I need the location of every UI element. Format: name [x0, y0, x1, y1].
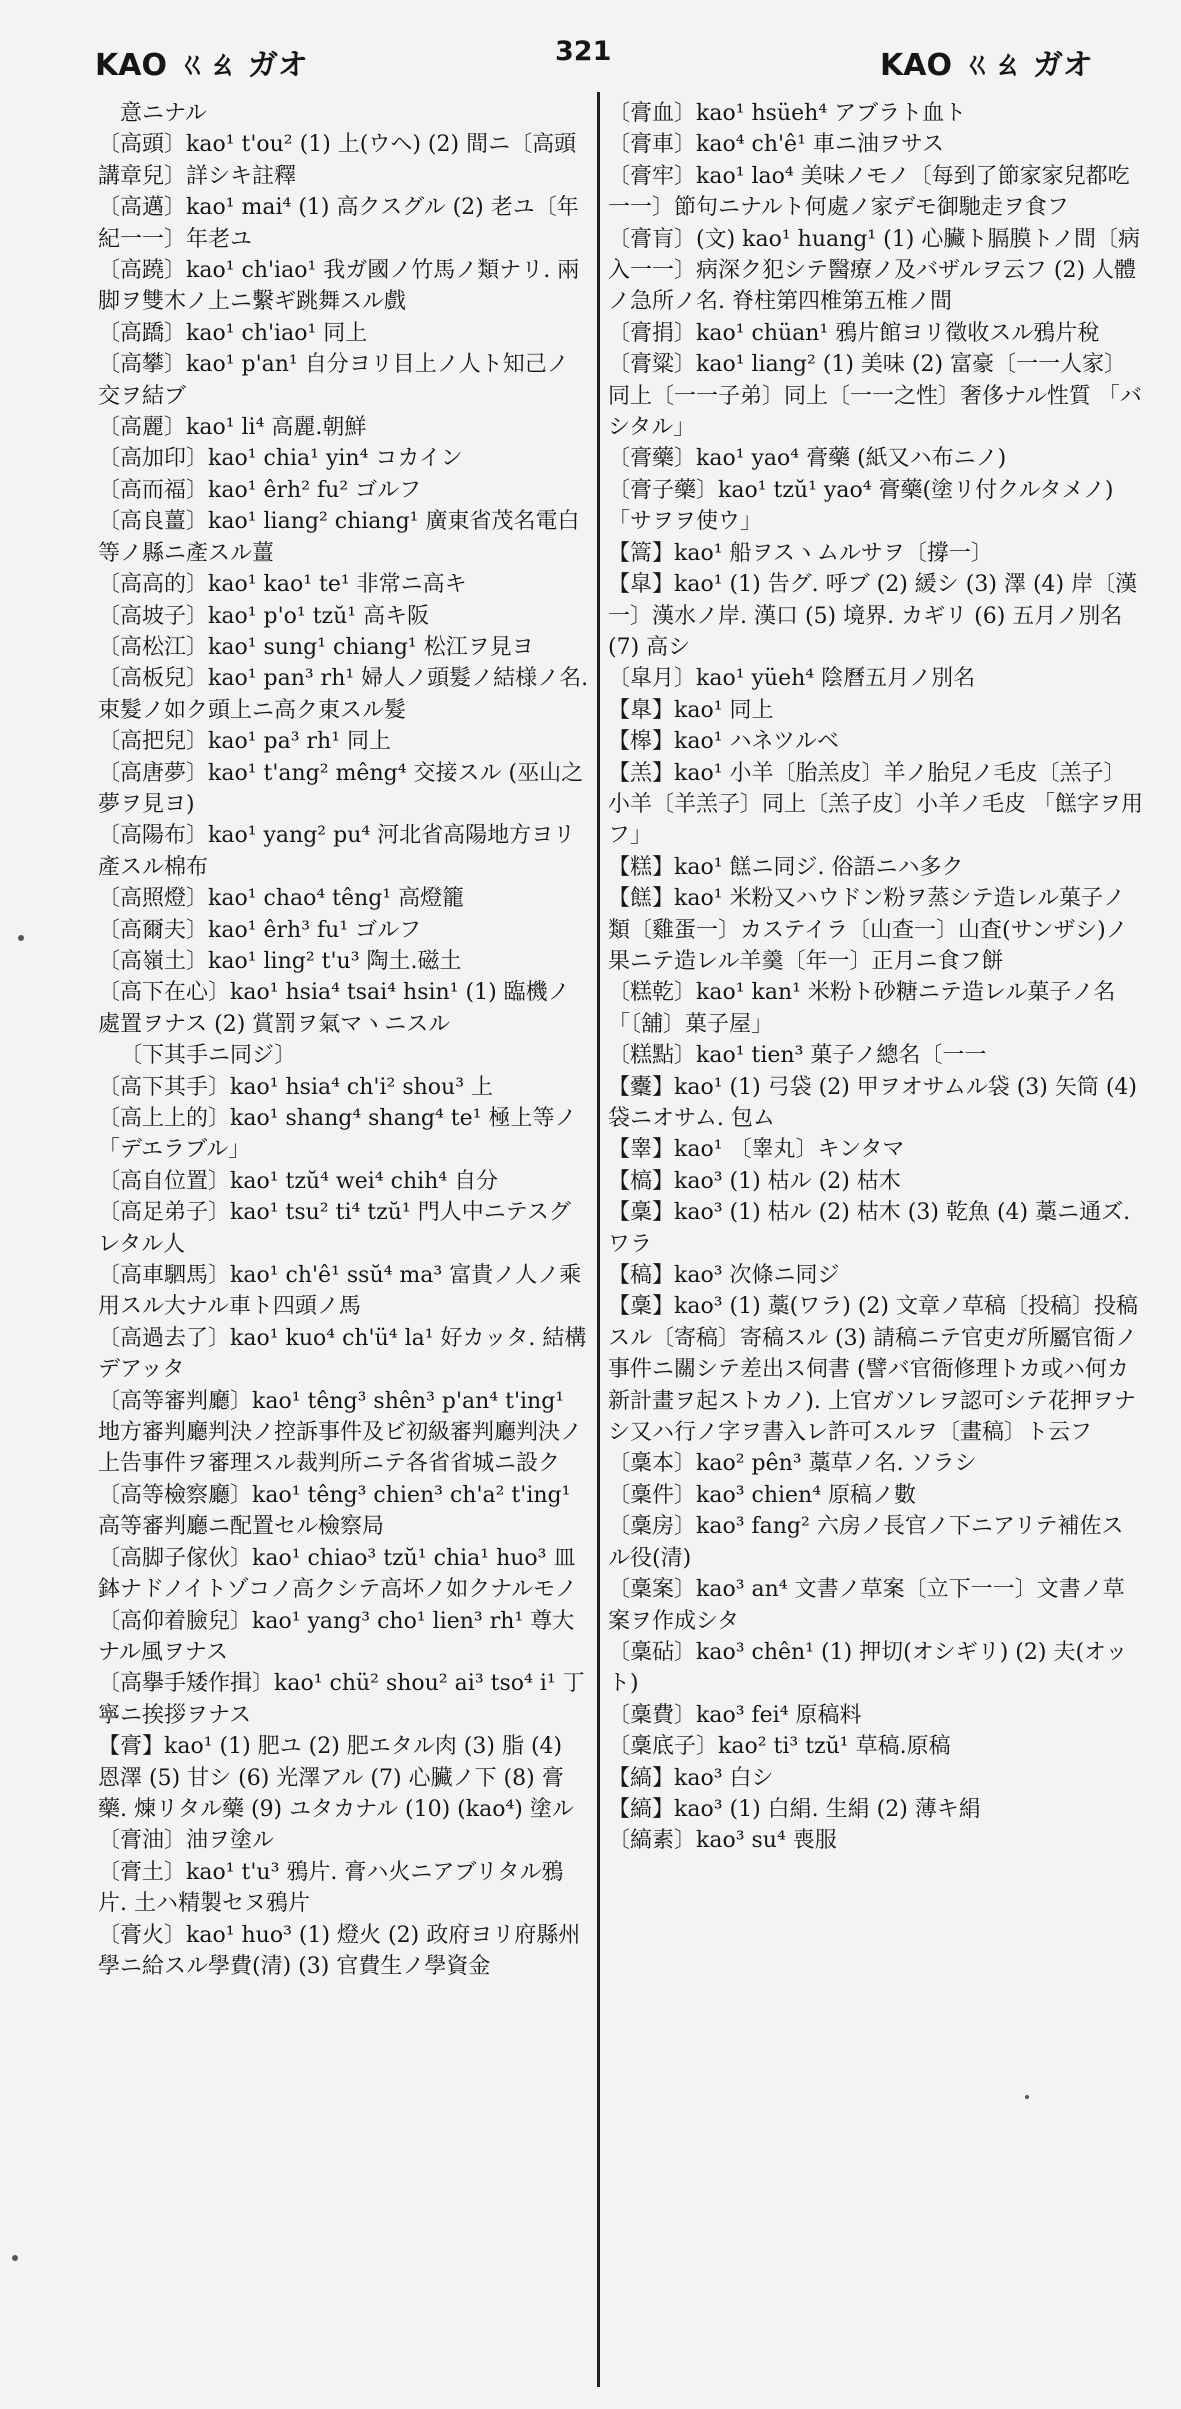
dictionary-entry: 〔高松江〕kao¹ sung¹ chiang¹ 松江ヲ見ヨ	[98, 634, 534, 660]
dictionary-entry: 【餻】kao¹ 米粉又ハウドン粉ヲ蒸シテ造レル菓子ノ類〔雞蛋一〕カステイラ〔山查一〕山査(サンザシ)ノ果ニテ造レル羊羹〔年一〕正月ニ食フ餅	[608, 886, 1128, 974]
dictionary-entry: 〔膏土〕kao¹ t'u³ 鴉片. 膏ハ火ニアブリタル鴉片. 土ハ精製セヌ鴉片	[98, 1859, 564, 1917]
left-column	[98, 98, 590, 2388]
dictionary-entry: 意ニナル	[120, 101, 207, 126]
running-head-right: KAO ㄍㄠ ガオ	[880, 48, 1093, 83]
dictionary-entry: 【膏】kao¹ (1) 肥ユ (2) 肥エタル肉 (3) 脂 (4) 恩澤 (5) 甘シ (6) 光澤アル (7) 心臟ノ下 (8) 膏藥. 煉リタル藥 (9) ユタカナル (10) (kao⁴) 塗ル〔膏油〕油ヲ塗ル	[98, 1734, 574, 1854]
dictionary-entry: 〔高蹺〕kao¹ ch'iao¹ 我ガ國ノ竹馬ノ類ナリ. 兩脚ヲ雙木ノ上ニ繫ギ跳舞スル戲	[98, 258, 580, 315]
dictionary-entry: 〔稾件〕kao³ chien⁴ 原稿ノ數	[608, 1482, 917, 1508]
dictionary-entry: 〔高上上的〕kao¹ shang⁴ shang⁴ te¹ 極上等ノ 「デエラブル」	[98, 1106, 577, 1163]
dictionary-entry: 〔高頭〕kao¹ t'ou² (1) 上(ウヘ) (2) 間ニ〔高頭講章兒〕詳シキ註釋	[98, 132, 577, 189]
dictionary-entry: 〔高足弟子〕kao¹ tsu² ti⁴ tzŭ¹ 門人中ニテスグレタル人	[98, 1200, 571, 1257]
dictionary-entry: 【皐】kao¹ (1) 告グ. 呼ブ (2) 緩シ (3) 澤 (4) 岸〔漢一〕漢水ノ岸. 漢口 (5) 境界. カギリ (6) 五月ノ別名 (7) 高シ	[608, 572, 1138, 660]
dictionary-entry: 〔高等檢察廳〕kao¹ têng³ chien³ ch'a² t'ing¹ 高等審判廳ニ配置セル檢察局	[98, 1482, 571, 1540]
dictionary-entry: 〔膏捐〕kao¹ chüan¹ 鴉片館ヨリ徵收スル鴉片稅	[608, 320, 1100, 346]
scan-speck	[12, 2255, 18, 2261]
dictionary-entry: 【稾】kao³ (1) 藁(ワラ) (2) 文章ノ草稿〔投稿〕投稿スル〔寄稿〕寄稿スル (3) 請稿ニテ官吏ガ所屬官衙ノ事件ニ關シテ差出ス伺書 (譬バ官衙修理トカ或ハ何カ新計畫ヲ起ストカノ). 上官ガソレヲ認可シテ花押ヲナシ又ハ行ノ字ヲ書入レ許可スルヲ〔畫稿〕ト云フ	[608, 1294, 1138, 1446]
dictionary-entry: 〔高下在心〕kao¹ hsia⁴ tsai⁴ hsin¹ (1) 臨機ノ處置ヲナス (2) 賞罰ヲ氣マヽニスル	[98, 980, 570, 1037]
dictionary-entry: 【槁】kao³ (1) 枯ル (2) 枯木	[608, 1168, 901, 1194]
dictionary-entry: 〔高陽布〕kao¹ yang² pu⁴ 河北省高陽地方ヨリ產スル棉布	[98, 823, 576, 880]
dictionary-entry: 〔皐月〕kao¹ yüeh⁴ 陰曆五月ノ別名	[608, 666, 976, 692]
dictionary-entry: 〔高而福〕kao¹ êrh² fu² ゴルフ	[98, 477, 422, 503]
dictionary-entry: 【稿】kao³ 次條ニ同ジ	[608, 1263, 840, 1289]
dictionary-entry: 〔高唐夢〕kao¹ t'ang² mêng⁴ 交接スル (巫山之夢ヲ見ヨ)	[98, 760, 584, 817]
dictionary-entry: 【臯】kao¹ 同上	[608, 697, 774, 723]
dictionary-entry: 〔高高的〕kao¹ kao¹ te¹ 非常ニ高キ	[98, 572, 467, 598]
dictionary-entry: 〔高擧手矮作揖〕kao¹ chü² shou² ai³ tso⁴ i¹ 丁寧ニ挨拶ヲナス	[98, 1671, 585, 1728]
dictionary-entry: 〔膏粱〕kao¹ liang² (1) 美味 (2) 富豪〔一一人家〕同上〔一一子弟〕同上〔一一之性〕奢侈ナル性質 「バシタル」	[608, 352, 1142, 441]
scan-speck	[18, 935, 24, 941]
dictionary-entry: 〔高良薑〕kao¹ liang² chiang¹ 廣東省茂名電白等ノ縣ニ產スル薑	[98, 509, 580, 566]
dictionary-entry: 〔高下其手〕kao¹ hsia⁴ ch'i² shou³ 上	[98, 1074, 494, 1100]
dictionary-entry: 〔稾案〕kao³ an⁴ 文書ノ草案〔立下一一〕文書ノ草案ヲ作成シタ	[608, 1577, 1125, 1634]
page-number: 321	[555, 36, 612, 67]
dictionary-entry: 〔膏火〕kao¹ huo³ (1) 燈火 (2) 政府ヨリ府縣州學ニ給スル學費(清) (3) 官費生ノ學資金	[98, 1922, 581, 1979]
dictionary-entry: 〔膏車〕kao⁴ ch'ê¹ 車ニ油ヲサス	[608, 132, 944, 158]
page-header	[0, 0, 1181, 86]
dictionary-entry: 【睾】kao¹ 〔睾丸〕キンタマ	[608, 1137, 905, 1163]
dictionary-entry: 〔膏子藥〕kao¹ tzŭ¹ yao⁴ 膏藥(塗リ付クルタメノ) 「サヲヲ使ウ」	[608, 477, 1114, 535]
dictionary-entry: 〔稾本〕kao² pên³ 藁草ノ名. ソラシ	[608, 1451, 977, 1477]
dictionary-entry: 〔高板兒〕kao¹ pan³ rh¹ 婦人ノ頭髮ノ結様ノ名. 束髮ノ如ク頭上ニ高ク東スル髮	[98, 666, 589, 723]
dictionary-entry: 〔稾底子〕kao² ti³ tzŭ¹ 草稿.原稿	[608, 1734, 951, 1760]
dictionary-entry: 〔高爾夫〕kao¹ êrh³ fu¹ ゴルフ	[98, 917, 422, 943]
dictionary-entry: 〔高攀〕kao¹ p'an¹ 自分ヨリ目上ノ人ト知己ノ交ヲ結ブ	[98, 352, 569, 409]
dictionary-entry: 〔高車駟馬〕kao¹ ch'ê¹ ssŭ⁴ ma³ 富貴ノ人ノ乘用スル大ナル車ト四頭ノ馬	[98, 1263, 582, 1320]
dictionary-entry: 〔稾房〕kao³ fang² 六房ノ長官ノ下ニアリテ補佐スル役(清)	[608, 1514, 1124, 1571]
dictionary-entry: 〔高坡子〕kao¹ p'o¹ tzŭ¹ 高キ阪	[98, 603, 430, 629]
dictionary-entry: 〔高邁〕kao¹ mai⁴ (1) 高クスグル (2) 老ユ〔年紀一一〕年老ユ	[98, 195, 579, 252]
dictionary-entry: 〔稾砧〕kao³ chên¹ (1) 押切(オシギリ) (2) 夫(オット)	[608, 1639, 1128, 1697]
dictionary-entry: 〔縞素〕kao³ su⁴ 喪服	[608, 1828, 837, 1854]
dictionary-entry: 【羔】kao¹ 小羊〔胎羔皮〕羊ノ胎兒ノ毛皮〔羔子〕小羊〔羊羔子〕同上〔羔子皮〕小羊ノ毛皮 「餻字ヲ用フ」	[608, 760, 1143, 849]
dictionary-entry: 〔膏牢〕kao¹ lao⁴ 美味ノモノ〔每到了節家家兒都吃一一〕節句ニナルト何處ノ家デモ御馳走ヲ食フ	[608, 163, 1130, 221]
dictionary-entry: 〔下其手ニ同ジ〕	[120, 1043, 297, 1069]
dictionary-entry: 【櫜】kao¹ (1) 弓袋 (2) 甲ヲオサムル袋 (3) 矢筒 (4) 袋ニオサム. 包ム	[608, 1074, 1138, 1131]
dictionary-entry: 〔高等審判廳〕kao¹ têng³ shên³ p'an⁴ t'ing¹ 地方審判廳判決ノ控訴事件及ビ初級審判廳判決ノ上告事件ヲ審理スル裁判所ニテ各省省城ニ設ク	[98, 1388, 583, 1477]
dictionary-entry: 〔高嶺土〕kao¹ ling² t'u³ 陶土.磁土	[98, 948, 462, 974]
dictionary-entry: 【槔】kao¹ ハネツルベ	[608, 729, 839, 755]
column-divider	[597, 92, 600, 2387]
dictionary-entry: 〔高把兒〕kao¹ pa³ rh¹ 同上	[98, 729, 392, 755]
dictionary-entry: 〔糕點〕kao¹ tien³ 菓子ノ總名〔一一	[608, 1043, 987, 1069]
dictionary-entry: 〔膏血〕kao¹ hsüeh⁴ アブラト血ト	[608, 101, 967, 126]
dictionary-entry: 〔高加印〕kao¹ chia¹ yin⁴ コカイン	[98, 446, 463, 472]
dictionary-entry: 〔高照燈〕kao¹ chao⁴ têng¹ 高燈籠	[98, 886, 465, 912]
dictionary-entry: 〔高過去了〕kao¹ kuo⁴ ch'ü⁴ la¹ 好カッタ. 結構デアッタ	[98, 1325, 587, 1383]
dictionary-entry: 〔稾費〕kao³ fei⁴ 原稿料	[608, 1702, 862, 1728]
dictionary-entry: 〔糕乾〕kao¹ kan¹ 米粉ト砂糖ニテ造レル菓子ノ名 「〔舖〕菓子屋」	[608, 980, 1116, 1037]
dictionary-entry: 【稾】kao³ (1) 枯ル (2) 枯木 (3) 乾魚 (4) 藁ニ通ズ. ワラ	[608, 1200, 1131, 1257]
dictionary-entry: 〔膏肓〕(文) kao¹ huang¹ (1) 心臟ト膈膜トノ間〔病入一一〕病深ク犯シテ醫療ノ及バザルヲ云フ (2) 人體ノ急所ノ名. 脊柱第四椎第五椎ノ間	[608, 226, 1141, 315]
running-head-left: KAO ㄍㄠ ガオ	[95, 48, 308, 83]
scan-speck	[1025, 2095, 1029, 2099]
dictionary-entry: 〔高蹻〕kao¹ ch'iao¹ 同上	[98, 320, 368, 346]
dictionary-entry: 【糕】kao¹ 餻ニ同ジ. 俗語ニハ多ク	[608, 854, 964, 880]
dictionary-entry: 〔高脚子傢伙〕kao¹ chiao³ tzŭ¹ chia¹ huo³ 皿鉢ナドノイトゾコノ高クシテ高坏ノ如クナルモノ	[98, 1545, 577, 1603]
right-column	[608, 98, 1143, 2388]
dictionary-entry: 【篙】kao¹ 船ヲスヽムルサヲ〔撐一〕	[608, 540, 993, 566]
dictionary-entry: 【縞】kao³ 白シ	[608, 1765, 774, 1791]
dictionary-entry: 〔高麗〕kao¹ li⁴ 高麗.朝鮮	[98, 415, 367, 441]
dictionary-entry: 〔高仰着臉兒〕kao¹ yang³ cho¹ lien³ rh¹ 尊大ナル風ヲナス	[98, 1608, 575, 1665]
dictionary-entry: 〔高自位置〕kao¹ tzŭ⁴ wei⁴ chih⁴ 自分	[98, 1168, 499, 1194]
dictionary-entry: 〔膏藥〕kao¹ yao⁴ 膏藥 (紙又ハ布ニノ)	[608, 446, 1007, 472]
dictionary-entry: 【縞】kao³ (1) 白絹. 生絹 (2) 薄キ絹	[608, 1796, 981, 1822]
